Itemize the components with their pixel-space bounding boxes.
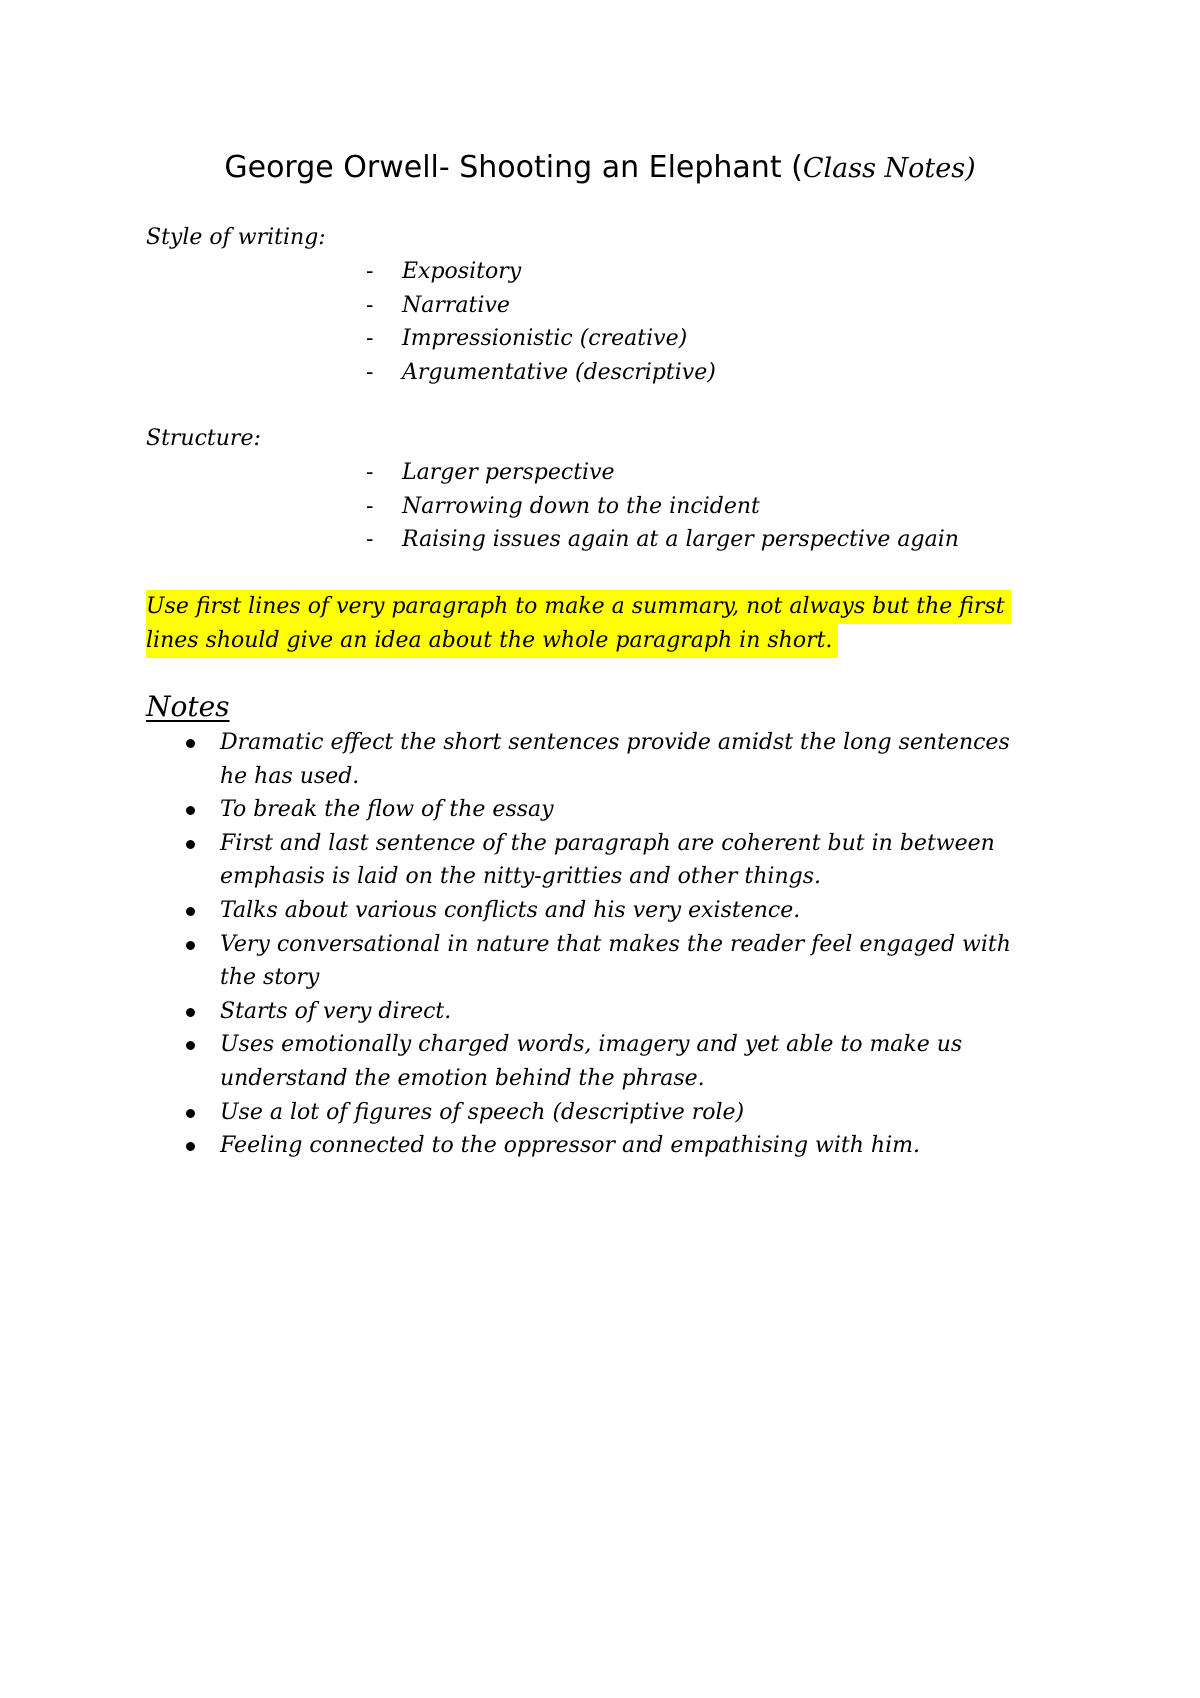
note-line: Dramatic effect the short sentences provide amidst the long sentences (220, 730, 1010, 755)
bullet-icon (186, 840, 195, 849)
list-item-text: Raising issues again at a larger perspective again (402, 527, 959, 552)
document-title (0, 148, 1200, 189)
note-line: Use a lot of figures of speech (descriptive role) (220, 1099, 745, 1125)
bullet-icon (186, 1041, 195, 1050)
note-item (146, 1096, 1066, 1130)
notes-heading: Notes (146, 690, 230, 723)
note-item (146, 793, 1066, 827)
title-italic-text: Class Notes) (802, 153, 976, 184)
dash-marker: - (366, 460, 374, 485)
note-item (146, 995, 1066, 1029)
highlighted-summary-note (146, 590, 1066, 658)
bullet-icon (186, 907, 195, 916)
note-line: Very conversational in nature that makes the reader feel engaged with (220, 931, 1011, 957)
bullet-icon (186, 1109, 195, 1118)
bullet-icon (186, 1142, 195, 1151)
list-item-text: Larger perspective (402, 460, 615, 485)
bullet-icon (186, 1008, 195, 1017)
note-line: the story (220, 965, 320, 991)
dash-marker: - (366, 259, 374, 284)
dash-marker: - (366, 493, 374, 519)
highlighted-line: lines should give an idea about the whole paragraph in short. (146, 624, 838, 658)
note-item (146, 894, 1066, 928)
note-line: To break the flow of the essay (220, 797, 554, 823)
note-line: Starts of very direct. (220, 998, 452, 1024)
note-line: Feeling connected to the oppressor and empathising with him. (220, 1133, 920, 1159)
style-of-writing-label: Style of writing: (146, 225, 326, 250)
note-line: First and last sentence of the paragraph are coherent but in between (220, 830, 995, 856)
note-line: emphasis is laid on the nitty-gritties and other things. (220, 864, 822, 890)
notes-list (146, 726, 1066, 1163)
note-line: he has used. (220, 763, 360, 789)
dash-marker: - (366, 527, 374, 552)
note-line: understand the emotion behind the phrase. (220, 1065, 705, 1091)
bullet-icon (186, 739, 195, 748)
note-item (146, 1028, 1066, 1095)
list-item-text: Expository (402, 259, 522, 284)
note-line: Talks about various conflicts and his very existence. (220, 897, 801, 923)
note-item (146, 928, 1066, 995)
bullet-icon (186, 806, 195, 815)
note-item (146, 827, 1066, 894)
list-item-text: Narrowing down to the incident (402, 493, 760, 519)
note-item (146, 726, 1066, 793)
highlighted-line: Use first lines of very paragraph to make a summary, not always but the first (146, 590, 1011, 624)
list-item-text: Impressionistic (creative) (402, 326, 688, 351)
list-item-text: Narrative (402, 292, 510, 318)
list-item-text: Argumentative (descriptive) (402, 359, 716, 385)
structure-label: Structure: (146, 426, 261, 451)
bullet-icon (186, 941, 195, 950)
dash-marker: - (366, 292, 374, 318)
note-line: Uses emotionally charged words, imagery and yet able to make us (220, 1032, 963, 1058)
note-item (146, 1129, 1066, 1163)
dash-marker: - (366, 359, 374, 385)
title-main-text: George Orwell- Shooting an Elephant ( (224, 150, 803, 185)
dash-marker: - (366, 326, 374, 351)
